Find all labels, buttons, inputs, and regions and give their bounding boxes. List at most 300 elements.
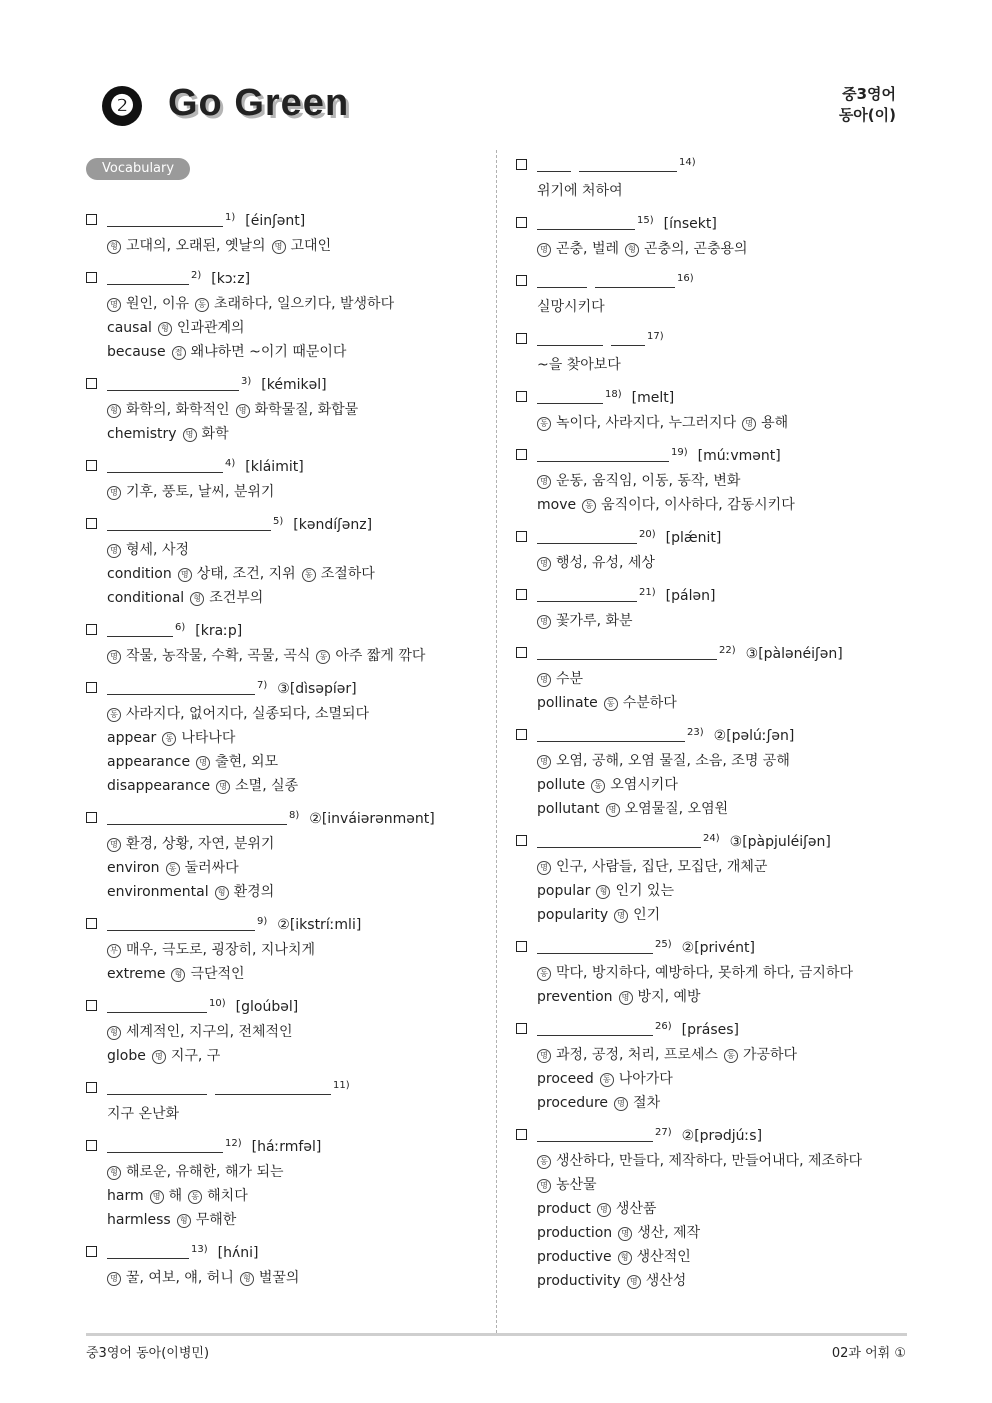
related-word: pollinate <box>537 695 598 711</box>
part-of-speech-icon: 형 <box>190 592 204 606</box>
meaning-text: 소멸, 실종 <box>235 778 299 794</box>
answer-blank[interactable] <box>107 212 223 227</box>
course-label <box>839 84 896 126</box>
meaning-text: 화학 <box>201 426 229 442</box>
answer-blank[interactable] <box>595 273 675 288</box>
meaning-text: 인구, 사람들, 집단, 모집단, 개체군 <box>556 859 768 875</box>
related-word: procedure <box>537 1095 609 1111</box>
meaning-line <box>86 1020 486 1044</box>
answer-blank[interactable] <box>537 215 635 230</box>
left-column <box>86 155 486 1300</box>
part-of-speech-icon: 동 <box>537 1155 551 1169</box>
vocab-list-left <box>86 210 486 1290</box>
answer-blank[interactable] <box>537 587 637 602</box>
vocab-word-line <box>516 585 916 609</box>
related-word: environ <box>107 860 160 876</box>
meaning-line <box>86 726 486 750</box>
item-number: 9) <box>257 916 268 927</box>
meaning-line <box>516 691 916 715</box>
vocab-word-line <box>86 1136 486 1160</box>
related-word: product <box>537 1201 591 1217</box>
meaning-text: 인기 <box>633 907 661 923</box>
vocab-entry <box>86 456 486 504</box>
part-of-speech-icon: 명 <box>537 615 551 629</box>
answer-blank[interactable] <box>579 157 677 172</box>
vocab-entry <box>86 996 486 1068</box>
related-word: extreme <box>107 966 166 982</box>
meaning-line <box>516 1067 916 1091</box>
checkbox-icon[interactable] <box>86 918 97 929</box>
meaning-text: 환경의 <box>233 884 275 900</box>
vocab-entry <box>86 678 486 798</box>
part-of-speech-icon: 명 <box>614 909 628 923</box>
phonetic: [kémikəl] <box>261 377 327 393</box>
related-word: appearance <box>107 754 191 770</box>
meaning-text: 왜냐하면 ~이기 때문이다 <box>190 344 347 360</box>
meaning-line <box>516 961 916 985</box>
meaning-line <box>516 855 916 879</box>
answer-blank[interactable] <box>107 916 255 931</box>
checkbox-icon[interactable] <box>516 333 527 344</box>
meaning-text: 기후, 풍토, 날씨, 분위기 <box>126 484 275 500</box>
part-of-speech-icon: 동 <box>302 568 316 582</box>
meaning-text: 사라지다, 없어지다, 실종되다, 소멸되다 <box>126 706 370 722</box>
meaning-text: 해치다 <box>207 1188 248 1204</box>
vocab-entry <box>86 1136 486 1232</box>
meaning-line <box>86 750 486 774</box>
checkbox-icon[interactable] <box>86 460 97 471</box>
answer-blank[interactable] <box>107 458 223 473</box>
meaning-line <box>516 469 916 493</box>
vocab-word-line <box>516 213 916 237</box>
meaning-line <box>86 856 486 880</box>
vocab-entry <box>516 643 916 715</box>
meaning-line <box>516 1221 916 1245</box>
phonetic: [éinʃənt] <box>245 213 306 229</box>
vocab-entry <box>516 387 916 435</box>
meaning-text: 인기 있는 <box>615 883 674 899</box>
vocab-entry <box>516 1019 916 1115</box>
related-word: productive <box>537 1249 612 1265</box>
vocab-word-line <box>86 808 486 832</box>
checkbox-icon[interactable] <box>516 217 527 228</box>
related-word: appear <box>107 730 157 746</box>
checkbox-icon[interactable] <box>86 1246 97 1257</box>
answer-blank[interactable] <box>107 1080 207 1095</box>
item-number: 26) <box>655 1021 672 1032</box>
part-of-speech-icon: 동 <box>162 732 176 746</box>
meaning-line <box>86 962 486 986</box>
part-of-speech-icon: 명 <box>236 404 250 418</box>
meaning-line <box>86 1044 486 1068</box>
meaning-line <box>516 237 916 261</box>
vocab-word-line <box>86 456 486 480</box>
answer-blank[interactable] <box>107 270 189 285</box>
vocab-word-line <box>86 1078 486 1102</box>
part-of-speech-icon: 명 <box>183 428 197 442</box>
meaning-line <box>516 1043 916 1067</box>
vocab-word-line <box>516 155 916 179</box>
meaning-text: 생산적인 <box>636 1249 691 1265</box>
meaning-text: 생산, 제작 <box>637 1225 701 1241</box>
footer-right: 02과 어휘 ① <box>831 1346 906 1361</box>
item-number: 2) <box>191 270 202 281</box>
vocab-word-line <box>516 1125 916 1149</box>
item-number: 5) <box>273 516 284 527</box>
meaning-line <box>86 702 486 726</box>
meaning-text: 용해 <box>761 415 789 431</box>
meaning-text: 막다, 방지하다, 예방하다, 못하게 하다, 금지하다 <box>556 965 854 981</box>
answer-blank[interactable] <box>107 622 173 637</box>
meaning-text: 무해한 <box>195 1212 237 1228</box>
part-of-speech-icon: 형 <box>596 885 610 899</box>
vocabulary-section-label: Vocabulary <box>86 158 190 180</box>
answer-blank[interactable] <box>537 833 701 848</box>
part-of-speech-icon: 형 <box>240 1272 254 1286</box>
meaning-text: 해로운, 유해한, 해가 되는 <box>126 1164 284 1180</box>
meaning-line <box>86 1266 486 1290</box>
meaning-text: 둘러싸다 <box>184 860 239 876</box>
part-of-speech-icon: 동 <box>591 779 605 793</box>
related-word: productivity <box>537 1273 621 1289</box>
checkbox-icon[interactable] <box>516 941 527 952</box>
meaning-text: 생산성 <box>645 1273 687 1289</box>
answer-blank[interactable] <box>537 727 685 742</box>
related-word: pollute <box>537 777 586 793</box>
meaning-text: 작물, 농작물, 수확, 곡물, 곡식 <box>126 648 311 664</box>
part-of-speech-icon: 동 <box>537 417 551 431</box>
meaning-text: 매우, 극도로, 굉장히, 지나치게 <box>126 942 315 958</box>
meaning-text: 벌꿀의 <box>258 1270 300 1286</box>
checkbox-icon[interactable] <box>516 275 527 286</box>
meaning-text: 형세, 사정 <box>126 542 189 558</box>
part-of-speech-icon: 형 <box>177 1214 191 1228</box>
answer-blank[interactable] <box>107 998 207 1013</box>
meaning-line <box>516 295 916 319</box>
vocab-entry <box>86 210 486 258</box>
meaning-line <box>516 493 916 517</box>
part-of-speech-icon: 명 <box>537 1179 551 1193</box>
meaning-text: 원인, 이유 <box>126 296 189 312</box>
meaning-text: 오염물질, 오염원 <box>624 801 729 817</box>
meaning-line <box>86 938 486 962</box>
meaning-line <box>86 1160 486 1184</box>
vocab-entry <box>516 155 916 203</box>
meaning-line <box>516 1091 916 1115</box>
part-of-speech-icon: 명 <box>216 780 230 794</box>
part-of-speech-icon: 형 <box>171 968 185 982</box>
meaning-line <box>86 234 486 258</box>
meaning-text: 생산품 <box>615 1201 657 1217</box>
related-word: move <box>537 497 577 513</box>
phonetic: [ínsekt] <box>663 216 717 232</box>
part-of-speech-icon: 명 <box>618 1227 632 1241</box>
vocab-entry <box>86 374 486 446</box>
checkbox-icon[interactable] <box>86 1000 97 1011</box>
meaning-line <box>516 773 916 797</box>
meaning-text: 해 <box>168 1188 183 1204</box>
checkbox-icon[interactable] <box>86 624 97 635</box>
phonetic: [melt] <box>631 390 675 406</box>
meaning-text: 출현, 외모 <box>215 754 279 770</box>
vocab-word-line <box>516 445 916 469</box>
meaning-text: 고대의, 오래된, 옛날의 <box>126 238 266 254</box>
vocab-entry <box>86 268 486 364</box>
related-word: 실망시키다 <box>537 299 605 315</box>
meaning-text: 행성, 유성, 세상 <box>556 555 655 571</box>
part-of-speech-icon: 형 <box>107 1166 121 1180</box>
related-word: conditional <box>107 590 185 606</box>
answer-blank[interactable] <box>537 389 603 404</box>
meaning-line <box>86 340 486 364</box>
meaning-text: 극단적인 <box>190 966 245 982</box>
vocab-word-line <box>516 1019 916 1043</box>
phonetic: ③[pàpjuléiʃən] <box>729 834 831 850</box>
meaning-line <box>86 292 486 316</box>
meaning-line <box>86 1102 486 1126</box>
answer-blank[interactable] <box>107 516 271 531</box>
answer-blank[interactable] <box>537 273 587 288</box>
related-word: because <box>107 344 166 360</box>
meaning-line <box>516 551 916 575</box>
course-label-line1: 중3영어 <box>842 85 896 103</box>
checkbox-icon[interactable] <box>516 449 527 460</box>
vocab-entry <box>516 527 916 575</box>
part-of-speech-icon: 형 <box>107 240 121 254</box>
answer-blank[interactable] <box>537 645 717 660</box>
part-of-speech-icon: 명 <box>537 243 551 257</box>
part-of-speech-icon: 명 <box>742 417 756 431</box>
related-word: disappearance <box>107 778 211 794</box>
checkbox-icon[interactable] <box>86 1140 97 1151</box>
part-of-speech-icon: 형 <box>158 322 172 336</box>
vocab-word-line <box>86 996 486 1020</box>
item-number: 15) <box>637 215 654 226</box>
answer-blank[interactable] <box>215 1080 331 1095</box>
vocab-word-line <box>86 210 486 234</box>
part-of-speech-icon: 명 <box>107 1272 121 1286</box>
related-word: causal <box>107 320 152 336</box>
lesson-title: Go Green <box>168 82 350 124</box>
answer-blank[interactable] <box>537 447 669 462</box>
vocab-word-line <box>516 725 916 749</box>
part-of-speech-icon: 명 <box>619 991 633 1005</box>
item-number: 22) <box>719 645 736 656</box>
checkbox-icon[interactable] <box>86 682 97 693</box>
part-of-speech-icon: 명 <box>272 240 286 254</box>
vocab-entry <box>516 585 916 633</box>
item-number: 27) <box>655 1127 672 1138</box>
part-of-speech-icon: 명 <box>107 298 121 312</box>
meaning-line <box>516 609 916 633</box>
right-column <box>516 155 916 1303</box>
meaning-text: 곤충의, 곤충용의 <box>644 241 748 257</box>
answer-blank[interactable] <box>537 331 603 346</box>
item-number: 16) <box>677 273 694 284</box>
meaning-line <box>86 832 486 856</box>
meaning-line <box>516 903 916 927</box>
item-number: 13) <box>191 1244 208 1255</box>
answer-blank[interactable] <box>611 331 645 346</box>
checkbox-icon[interactable] <box>516 647 527 658</box>
item-number: 23) <box>687 727 704 738</box>
related-word: production <box>537 1225 613 1241</box>
item-number: 19) <box>671 447 688 458</box>
meaning-text: 고대인 <box>290 238 332 254</box>
meaning-text: 아주 짧게 깎다 <box>335 648 426 664</box>
vocab-entry <box>516 1125 916 1293</box>
phonetic: [kəndíʃənz] <box>293 517 373 533</box>
related-word: popularity <box>537 907 609 923</box>
meaning-line <box>86 644 486 668</box>
meaning-text: 절차 <box>633 1095 661 1111</box>
meaning-line <box>86 774 486 798</box>
related-word: ~을 찾아보다 <box>537 357 621 373</box>
part-of-speech-icon: 명 <box>537 475 551 489</box>
item-number: 1) <box>225 212 236 223</box>
part-of-speech-icon: 명 <box>614 1097 628 1111</box>
part-of-speech-icon: 동 <box>195 298 209 312</box>
part-of-speech-icon: 명 <box>537 861 551 875</box>
answer-blank[interactable] <box>107 376 239 391</box>
answer-blank[interactable] <box>537 529 637 544</box>
related-word: harmless <box>107 1212 171 1228</box>
part-of-speech-icon: 명 <box>537 755 551 769</box>
related-word: globe <box>107 1048 146 1064</box>
checkbox-icon[interactable] <box>86 812 97 823</box>
vocab-entry <box>86 514 486 610</box>
part-of-speech-icon: 명 <box>606 803 620 817</box>
related-word: environmental <box>107 884 209 900</box>
item-number: 25) <box>655 939 672 950</box>
answer-blank[interactable] <box>107 810 287 825</box>
vocab-word-line <box>516 643 916 667</box>
checkbox-icon[interactable] <box>516 531 527 542</box>
item-number: 17) <box>647 331 664 342</box>
checkbox-icon[interactable] <box>86 518 97 529</box>
answer-blank[interactable] <box>107 680 255 695</box>
part-of-speech-icon: 부 <box>107 944 121 958</box>
meaning-text: 녹이다, 사라지다, 누그러지다 <box>556 415 737 431</box>
checkbox-icon[interactable] <box>516 729 527 740</box>
meaning-line <box>516 667 916 691</box>
related-word: harm <box>107 1188 144 1204</box>
phonetic: [háːrmfəl] <box>251 1139 322 1155</box>
vocab-list-right <box>516 155 916 1293</box>
phonetic: [kláimit] <box>245 459 304 475</box>
part-of-speech-icon: 동 <box>724 1049 738 1063</box>
meaning-text: 나타나다 <box>181 730 236 746</box>
part-of-speech-icon: 접 <box>172 346 186 360</box>
checkbox-icon[interactable] <box>86 214 97 225</box>
item-number: 20) <box>639 529 656 540</box>
part-of-speech-icon: 동 <box>600 1073 614 1087</box>
meaning-text: 지구, 구 <box>170 1048 221 1064</box>
phonetic: [plǽnit] <box>665 530 722 546</box>
vocab-word-line <box>86 914 486 938</box>
vocab-entry <box>516 725 916 821</box>
checkbox-icon[interactable] <box>516 589 527 600</box>
phonetic: [pálən] <box>665 588 716 604</box>
meaning-line <box>516 985 916 1009</box>
part-of-speech-icon: 동 <box>316 650 330 664</box>
meaning-line <box>86 1208 486 1232</box>
vocab-word-line <box>86 1242 486 1266</box>
related-word: pollutant <box>537 801 600 817</box>
phonetic: ②[prədjúːs] <box>681 1128 763 1144</box>
meaning-text: 조건부의 <box>209 590 264 606</box>
part-of-speech-icon: 명 <box>627 1275 641 1289</box>
vocab-word-line <box>516 271 916 295</box>
meaning-text: 초래하다, 일으키다, 발생하다 <box>214 296 395 312</box>
answer-blank[interactable] <box>537 157 571 172</box>
meaning-line <box>516 179 916 203</box>
checkbox-icon[interactable] <box>516 1129 527 1140</box>
part-of-speech-icon: 명 <box>537 557 551 571</box>
checkbox-icon[interactable] <box>86 378 97 389</box>
part-of-speech-icon: 명 <box>537 1049 551 1063</box>
vocab-entry <box>516 937 916 1009</box>
checkbox-icon[interactable] <box>516 835 527 846</box>
meaning-line <box>516 353 916 377</box>
column-divider <box>496 150 497 1333</box>
part-of-speech-icon: 명 <box>152 1050 166 1064</box>
meaning-line <box>516 411 916 435</box>
part-of-speech-icon: 명 <box>107 486 121 500</box>
meaning-text: 화학물질, 화합물 <box>254 402 359 418</box>
meaning-text: 오염, 공해, 오염 물질, 소음, 조명 공해 <box>556 753 790 769</box>
meaning-text: 꿀, 여보, 얘, 허니 <box>126 1270 234 1286</box>
checkbox-icon[interactable] <box>516 391 527 402</box>
vocab-entry <box>516 213 916 261</box>
phonetic: ③[dìsəpíər] <box>277 681 357 697</box>
meaning-line <box>516 879 916 903</box>
checkbox-icon[interactable] <box>86 1082 97 1093</box>
answer-blank[interactable] <box>537 939 653 954</box>
checkbox-icon[interactable] <box>516 1023 527 1034</box>
phonetic: [hʌ́ni] <box>217 1245 259 1261</box>
vocab-word-line <box>516 831 916 855</box>
part-of-speech-icon: 명 <box>150 1190 164 1204</box>
meaning-line <box>516 1149 916 1173</box>
meaning-line <box>86 398 486 422</box>
answer-blank[interactable] <box>537 1127 653 1142</box>
lesson-number-badge: ❷ <box>102 86 142 126</box>
answer-blank[interactable] <box>107 1244 189 1259</box>
part-of-speech-icon: 명 <box>107 650 121 664</box>
related-word: popular <box>537 883 591 899</box>
meaning-line <box>86 880 486 904</box>
meaning-text: 수분하다 <box>622 695 677 711</box>
answer-blank[interactable] <box>537 1021 653 1036</box>
vocab-entry <box>516 329 916 377</box>
checkbox-icon[interactable] <box>516 159 527 170</box>
page-header <box>100 82 900 132</box>
meaning-text: 방지, 예방 <box>637 989 701 1005</box>
meaning-line <box>86 1184 486 1208</box>
checkbox-icon[interactable] <box>86 272 97 283</box>
part-of-speech-icon: 동 <box>166 862 180 876</box>
answer-blank[interactable] <box>107 1138 223 1153</box>
meaning-line <box>86 422 486 446</box>
meaning-text: 생산하다, 만들다, 제작하다, 만들어내다, 제조하다 <box>556 1153 863 1169</box>
item-number: 21) <box>639 587 656 598</box>
phonetic: ②[privént] <box>681 940 755 956</box>
meaning-line <box>516 749 916 773</box>
meaning-line <box>86 586 486 610</box>
meaning-text: 오염시키다 <box>610 777 678 793</box>
part-of-speech-icon: 동 <box>582 499 596 513</box>
